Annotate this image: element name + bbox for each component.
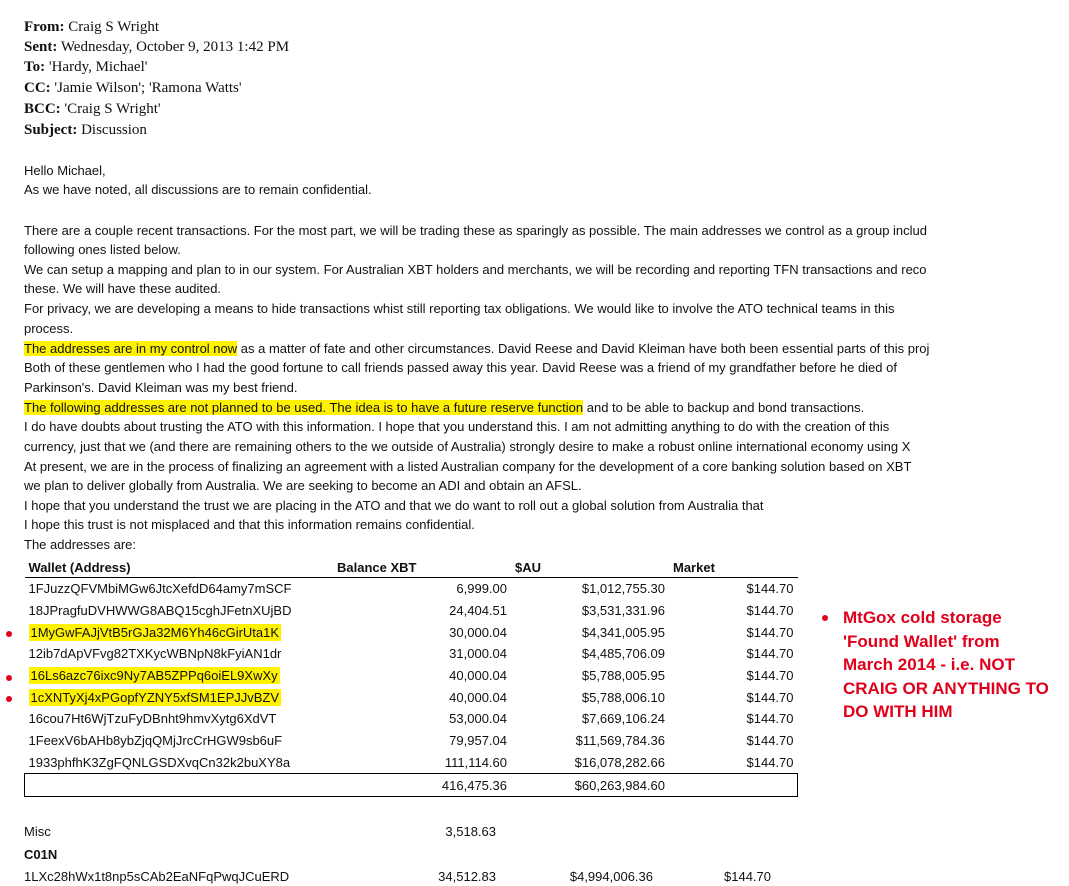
market-cell: $144.70 — [746, 624, 794, 640]
total-au: $60,263,984.60 — [511, 774, 669, 797]
body-line: currency, just that we (and there are remaining others to the we outside of Australia) strongly desire to make a robust online international economy using X — [24, 439, 911, 454]
au-cell: $11,569,784.36 — [575, 733, 665, 749]
col-market: Market — [669, 558, 798, 578]
au-cell: $7,669,106.24 — [581, 711, 665, 727]
balance-cell: 30,000.04 — [449, 624, 507, 640]
bcc-value: 'Craig S Wright' — [64, 101, 161, 117]
table-row — [25, 730, 798, 752]
table-row — [25, 686, 798, 708]
body-line: As we have noted, all discussions are to remain confidential. — [24, 182, 372, 197]
email-cc: CC: 'Jamie Wilson'; 'Ramona Watts' — [24, 80, 242, 96]
section-heading: C01N — [24, 847, 58, 862]
to-value: 'Hardy, Michael' — [48, 59, 148, 75]
col-wallet: Wallet (Address) — [25, 558, 334, 578]
table-row — [25, 578, 798, 600]
au-cell: $5,788,006.10 — [581, 689, 665, 705]
market-cell: $144.70 — [746, 754, 794, 770]
market-cell: $144.70 — [746, 646, 794, 662]
annotation — [822, 606, 1052, 724]
misc-label: Misc — [24, 824, 51, 839]
total-market — [669, 774, 798, 797]
table-row — [25, 600, 798, 622]
highlighted-text: 1cXNTyXj4xPGopfYZNY5xfSM1EPJJvBZV — [30, 689, 280, 705]
coin-au: $4,994,006.36 — [569, 869, 653, 884]
bullet-icon — [6, 631, 12, 637]
market-cell: $144.70 — [746, 668, 794, 684]
table-row — [25, 708, 798, 730]
balance-cell: 31,000.04 — [449, 646, 507, 662]
bullet-icon — [822, 615, 828, 621]
body-line: we plan to deliver globally from Australia. We are seeking to become an ADI and obtain an AFSL. — [24, 478, 582, 493]
body-line: Parkinson's. David Kleiman was my best friend. — [24, 380, 298, 395]
au-cell: $4,485,706.09 — [581, 646, 665, 662]
au-cell: $5,788,005.95 — [581, 668, 665, 684]
coin-market: $144.70 — [724, 869, 771, 884]
email-subject: Subject: Discussion — [24, 122, 147, 138]
wallet-cell: 12ib7dApVFvg82TXKycWBNpN8kFyiAN1dr — [28, 646, 282, 662]
body-line: The addresses are in my control now as a matter of fate and other circumstances. David Reese and David Kleiman have both been essential parts of this proj — [24, 341, 930, 356]
table-row — [25, 643, 798, 665]
misc-value: 3,518.63 — [445, 824, 496, 839]
table-row — [25, 752, 798, 774]
wallet-cell: 1FeexV6bAHb8ybZjqQMjJrcCrHGW9sb6uF — [28, 733, 283, 749]
body-line: We can setup a mapping and plan to in our system. For Australian XBT holders and merchants, we will be recording and reporting TFN transactions and reco — [24, 262, 927, 277]
wallet-cell: 18JPragfuDVHWWG8ABQ15cghJFetnXUjBD — [28, 603, 292, 619]
body-line: Both of these gentlemen who I had the good fortune to call friends passed away this year. David Reese was a friend of my grandfather before he died of — [24, 360, 897, 375]
wallet-cell — [25, 665, 334, 687]
addresses-table — [24, 558, 798, 797]
balance-cell: 79,957.04 — [449, 733, 507, 749]
wallet-cell — [25, 621, 334, 643]
market-cell: $144.70 — [746, 689, 794, 705]
body-line: I hope that you understand the trust we are placing in the ATO and that we do want to roll out a global solution from Australia that — [24, 498, 764, 513]
au-cell: $3,531,331.96 — [581, 603, 665, 619]
market-cell: $144.70 — [746, 603, 794, 619]
coin-balance: 34,512.83 — [438, 869, 496, 884]
email-from: From: Craig S Wright — [24, 19, 160, 35]
annotation-text: MtGox cold storage 'Found Wallet' from March 2014 - i.e. NOT CRAIG OR ANYTHING TO DO WITH HIM — [843, 608, 1049, 721]
body-line: The following addresses are not planned to be used. The idea is to have a future reserve function and to be able to backup and bond transactions. — [24, 400, 865, 415]
body-line: these. We will have these audited. — [24, 281, 222, 296]
highlighted-text: The following addresses are not planned to be used. The idea is to have a future reserve function — [24, 400, 584, 415]
bullet-icon — [6, 675, 12, 681]
highlighted-text: 16Ls6azc76ixc9Ny7AB5ZPPq6oiEL9XwXy — [30, 668, 278, 684]
au-cell: $1,012,755.30 — [581, 581, 665, 597]
au-cell: $4,341,005.95 — [581, 624, 665, 640]
col-au: $AU — [511, 558, 669, 578]
highlighted-text: The addresses are in my control now — [24, 341, 238, 356]
balance-cell: 111,114.60 — [444, 754, 507, 770]
from-value: Craig S Wright — [68, 19, 160, 35]
subject-value: Discussion — [81, 122, 147, 138]
body-line: There are a couple recent transactions. For the most part, we will be trading these as sparingly as possible. The main addresses we control as a group includ — [24, 223, 928, 238]
total-empty — [25, 774, 334, 797]
body-line: I do have doubts about trusting the ATO with this information. I hope that you understand this. I am not admitting anything to do with the creation of this — [24, 419, 890, 434]
balance-cell: 53,000.04 — [449, 711, 507, 727]
email-to: To: 'Hardy, Michael' — [24, 59, 148, 75]
table-header — [25, 558, 798, 578]
coin-wallet: 1LXc28hWx1t8np5sCAb2EaNFqPwqJCuERD — [24, 869, 290, 884]
wallet-cell — [25, 686, 334, 708]
balance-cell: 40,000.04 — [449, 689, 507, 705]
sent-value: Wednesday, October 9, 2013 1:42 PM — [60, 39, 290, 55]
au-cell: $16,078,282.66 — [574, 754, 665, 770]
body-line: I hope this trust is not misplaced and that this information remains confidential. — [24, 517, 475, 532]
body-line: following ones listed below. — [24, 242, 181, 257]
totals-row — [25, 774, 798, 797]
wallet-cell: 1FJuzzQFVMbiMGw6JtcXefdD64amy7mSCF — [28, 581, 292, 597]
table-row — [25, 665, 798, 687]
balance-cell: 40,000.04 — [449, 668, 507, 684]
body-line: At present, we are in the process of finalizing an agreement with a listed Australian company for the development of a core banking solution based on XBT — [24, 459, 912, 474]
email-sent: Sent: Wednesday, October 9, 2013 1:42 PM — [24, 39, 290, 55]
market-cell: $144.70 — [746, 581, 794, 597]
wallet-cell: 16cou7Ht6WjTzuFyDBnht9hmvXytg6XdVT — [28, 711, 277, 727]
table-row — [25, 621, 798, 643]
wallet-cell: 1933phfhK3ZgFQNLGSDXvqCn32k2buXY8a — [28, 754, 291, 770]
balance-cell: 6,999.00 — [456, 581, 507, 597]
market-cell: $144.70 — [746, 711, 794, 727]
bullet-icon — [6, 696, 12, 702]
cc-value: 'Jamie Wilson'; 'Ramona Watts' — [54, 80, 242, 96]
market-cell: $144.70 — [746, 733, 794, 749]
greeting: Hello Michael, — [24, 163, 106, 178]
body-line: process. — [24, 321, 74, 336]
body-line: The addresses are: — [24, 537, 137, 552]
col-balance: Balance XBT — [333, 558, 511, 578]
email-bcc: BCC: 'Craig S Wright' — [24, 101, 161, 117]
body-line: For privacy, we are developing a means to hide transactions whist still reporting tax obligations. We would like to involve the ATO technical teams in this — [24, 301, 895, 316]
balance-cell: 24,404.51 — [449, 603, 507, 619]
total-balance: 416,475.36 — [333, 774, 511, 797]
highlighted-text: 1MyGwFAJjVtB5rGJa32M6Yh46cGirUta1K — [30, 624, 280, 640]
